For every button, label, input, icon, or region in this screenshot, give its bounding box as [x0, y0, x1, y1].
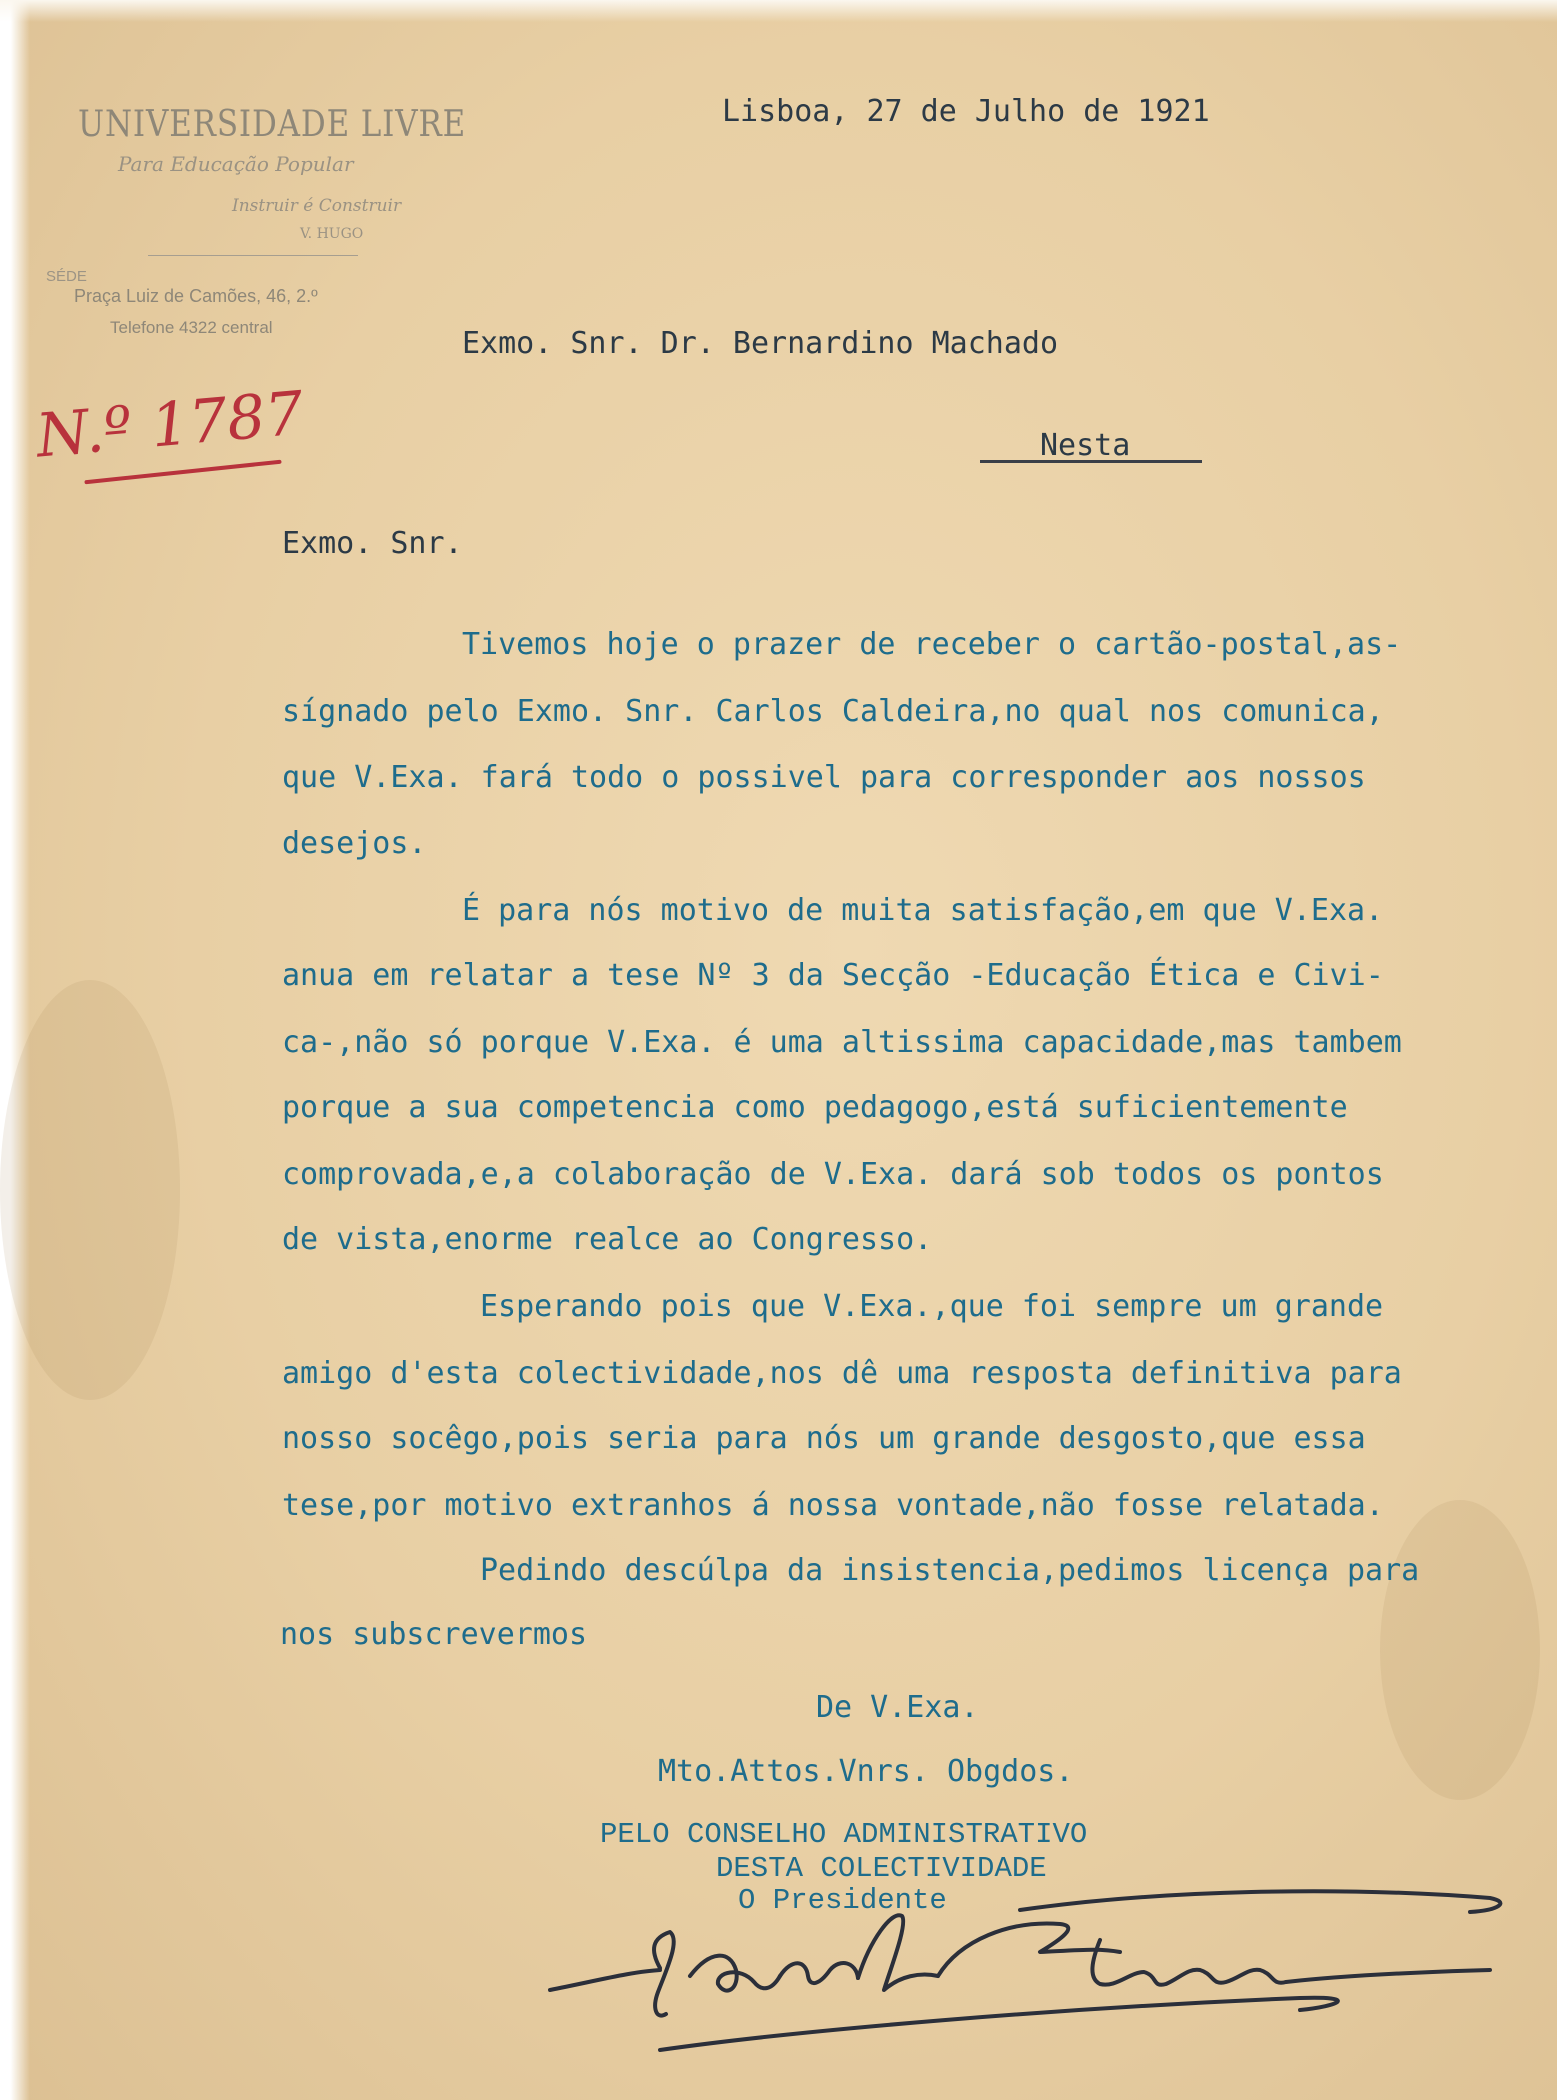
closing-line-1: De V.Exa.	[816, 1690, 979, 1725]
stamp-line-3: O Presidente	[738, 1884, 947, 1917]
signature	[540, 1880, 1520, 2080]
body-line: É para nós motivo de muita satisfação,em que V.Exa.	[462, 893, 1384, 928]
paper-stain	[1380, 1500, 1540, 1800]
closing-line-2: Mto.Attos.Vnrs. Obgdos.	[658, 1754, 1074, 1789]
body-line: Tivemos hoje o prazer de receber o cartão-postal,as-	[462, 627, 1402, 662]
letterhead-name: UNIVERSIDADE LIVRE	[78, 104, 467, 145]
body-line: anua em relatar a tese Nº 3 da Secção -Educação Ética e Civi-	[282, 958, 1384, 993]
salutation: Exmo. Snr.	[282, 526, 463, 561]
stamp-line-2: DESTA COLECTIVIDADE	[716, 1852, 1047, 1885]
registration-number: N.º 1787	[33, 378, 307, 472]
stamp-line-1: PELO CONSELHO ADMINISTRATIVO	[600, 1818, 1088, 1851]
body-line: nosso socêgo,pois seria para nós um grande desgosto,que essa	[282, 1421, 1366, 1456]
letterhead-subtitle: Para Educação Popular	[118, 152, 354, 176]
location-underline	[980, 460, 1202, 463]
body-line: amigo d'esta colectividade,nos dê uma resposta definitiva para	[282, 1356, 1402, 1391]
body-line: Esperando pois que V.Exa.,que foi sempre um grande	[480, 1289, 1384, 1324]
body-line: Pedindo descúlpa da insistencia,pedimos licença para	[480, 1553, 1420, 1588]
body-line: que V.Exa. fará todo o possivel para corresponder aos nossos	[282, 760, 1366, 795]
letterhead-motto: Instruir é Construir	[232, 196, 402, 216]
letterhead-telephone: Telefone 4322 central	[110, 318, 273, 337]
body-line: ca-,não só porque V.Exa. é uma altissima capacidade,mas tambem	[282, 1025, 1402, 1060]
body-line: sígnado pelo Exmo. Snr. Carlos Caldeira,no qual nos comunica,	[282, 694, 1384, 729]
paper-top-edge	[0, 0, 1557, 22]
date-line: Lisboa, 27 de Julho de 1921	[722, 94, 1210, 129]
body-line: de vista,enorme realce ao Congresso.	[282, 1222, 933, 1257]
addressee: Exmo. Snr. Dr. Bernardino Machado	[462, 326, 1059, 361]
addressee-location: Nesta	[1040, 428, 1131, 463]
letterhead-motto-author: V. HUGO	[300, 226, 364, 242]
letterhead-divider	[148, 255, 358, 256]
body-line: tese,por motivo extranhos á nossa vontade,não fosse relatada.	[282, 1488, 1384, 1523]
body-line: nos subscrevermos	[280, 1617, 588, 1652]
letterhead-address: Praça Luiz de Camões, 46, 2.º	[74, 286, 318, 306]
body-line: comprovada,e,a colaboração de V.Exa. dará sob todos os pontos	[282, 1157, 1384, 1192]
paper-stain	[0, 980, 180, 1400]
body-line: porque a sua competencia como pedagogo,está suficientemente	[282, 1090, 1348, 1125]
body-line: desejos.	[282, 826, 427, 861]
letterhead-sede-label: SÉDE	[46, 268, 87, 285]
